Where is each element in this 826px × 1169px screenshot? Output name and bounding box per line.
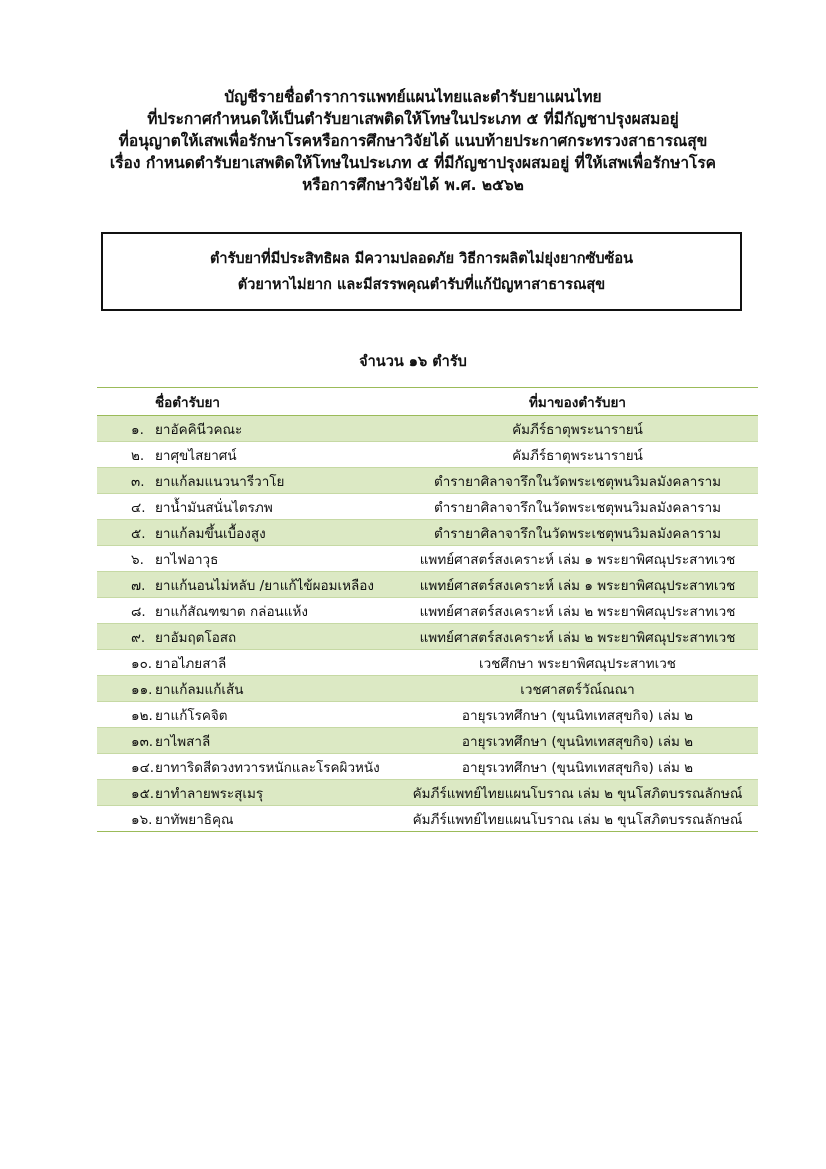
formula-source: คัมภีร์ธาตุพระนารายน์ xyxy=(512,447,643,464)
row-number: ๙. xyxy=(131,629,146,646)
formula-name-cell xyxy=(97,626,397,648)
formula-source: แพทย์ศาสตร์สงเคราะห์ เล่ม ๑ พระยาพิศณุประสาทเวช xyxy=(419,577,736,594)
formula-name: ยาอัมฤตโอสถ xyxy=(155,629,237,646)
formula-name: ยาแก้โรคจิต xyxy=(155,707,228,724)
formula-name: ยาไฟอาวุธ xyxy=(155,551,219,568)
row-number: ๒. xyxy=(131,447,145,464)
formula-name-cell xyxy=(97,652,397,674)
count-label: จำนวน ๑๖ ตำรับ xyxy=(359,354,467,370)
formula-source: แพทย์ศาสตร์สงเคราะห์ เล่ม ๒ พระยาพิศณุประสาทเวช xyxy=(419,603,736,620)
formula-name: ยาแก้นอนไม่หลับ /ยาแก้ไข้ผอมเหลือง xyxy=(155,577,374,594)
document-heading xyxy=(0,86,826,196)
row-number: ๗. xyxy=(131,577,146,594)
criteria-line: ตัวยาหาไม่ยาก และมีสรรพคุณตำรับที่แก้ปัญหาสาธารณสุข xyxy=(237,276,606,293)
formula-name-cell xyxy=(97,782,397,804)
row-number: ๘. xyxy=(131,603,146,620)
table-row xyxy=(97,520,758,546)
row-number: ๔. xyxy=(131,499,146,516)
table-header-row xyxy=(97,388,758,416)
row-number: ๑๑. xyxy=(131,681,153,698)
table-row xyxy=(97,442,758,468)
heading-line: หรือการศึกษาวิจัยได้ พ.ศ. ๒๕๖๒ xyxy=(302,176,524,194)
formula-name: ยาแก้สัณฑฆาต กล่อนแห้ง xyxy=(155,603,308,620)
row-number: ๓. xyxy=(131,473,145,490)
formula-name-cell xyxy=(97,574,397,596)
formula-source: อายุรเวทศึกษา (ขุนนิทเทสสุขกิจ) เล่ม ๒ xyxy=(461,733,694,750)
formula-name: ยาอัคคินีวคณะ xyxy=(155,421,243,438)
table-row xyxy=(97,650,758,676)
formula-name: ยาทัพยาธิคุณ xyxy=(155,811,234,828)
formula-source: คัมภีร์แพทย์ไทยแผนโบราณ เล่ม ๒ ขุนโสภิตบรรณลักษณ์ xyxy=(412,811,743,828)
table-row xyxy=(97,494,758,520)
formula-name-cell xyxy=(97,730,397,752)
formula-source: เวชศาสตร์วัณ์ณณา xyxy=(520,681,635,698)
formula-name-cell xyxy=(97,496,397,518)
formula-name: ยาแก้ลมแนวนารีวาโย xyxy=(155,473,285,490)
formula-name-cell xyxy=(97,808,397,830)
formula-name: ยาทาริดสีดวงทวารหนักและโรคผิวหนัง xyxy=(155,759,380,776)
formula-source: เวชศึกษา พระยาพิศณุประสาทเวช xyxy=(479,655,676,672)
table-row xyxy=(97,676,758,702)
formula-source: คัมภีร์ธาตุพระนารายน์ xyxy=(512,421,643,438)
table-row xyxy=(97,754,758,780)
formula-source: แพทย์ศาสตร์สงเคราะห์ เล่ม ๒ พระยาพิศณุประสาทเวช xyxy=(419,629,736,646)
table-row xyxy=(97,416,758,442)
formula-name-cell xyxy=(97,678,397,700)
header-source: ที่มาของตำรับยา xyxy=(529,394,626,411)
row-number: ๕. xyxy=(131,525,146,542)
formula-name-cell xyxy=(97,470,397,492)
formula-name: ยาน้ำมันสนั่นไตรภพ xyxy=(155,499,273,516)
formula-source: อายุรเวทศึกษา (ขุนนิทเทสสุขกิจ) เล่ม ๒ xyxy=(461,759,694,776)
row-number: ๑๕. xyxy=(131,785,155,802)
table-row xyxy=(97,468,758,494)
formula-name-cell xyxy=(97,600,397,622)
formula-name-cell xyxy=(97,522,397,544)
formula-name-cell xyxy=(97,418,397,440)
header-name: ชื่อตำรับยา xyxy=(155,394,220,411)
heading-line: บัญชีรายชื่อตำราการแพทย์แผนไทยและตำรับยาแผนไทย xyxy=(224,88,602,106)
table-row xyxy=(97,572,758,598)
formula-source: แพทย์ศาสตร์สงเคราะห์ เล่ม ๑ พระยาพิศณุประสาทเวช xyxy=(419,551,736,568)
row-number: ๑๔. xyxy=(131,759,155,776)
formula-name: ยาแก้ลมขึ้นเบื้องสูง xyxy=(155,525,266,542)
heading-line: เรื่อง กำหนดตำรับยาเสพติดให้โทษในประเภท ๕ ที่มีกัญชาปรุงผสมอยู่ ที่ให้เสพเพื่อรักษาโรค xyxy=(109,154,717,172)
formula-name-cell xyxy=(97,548,397,570)
heading-line: ที่อนุญาตให้เสพเพื่อรักษาโรคหรือการศึกษาวิจัยได้ แนบท้ายประกาศกระทรวงสาธารณสุข xyxy=(118,132,708,150)
formula-name-cell xyxy=(97,444,397,466)
table-row xyxy=(97,598,758,624)
heading-line: ที่ประกาศกำหนดให้เป็นตำรับยาเสพติดให้โทษในประเภท ๕ ที่มีกัญชาปรุงผสมอยู่ xyxy=(147,110,679,128)
row-number: ๑๒. xyxy=(131,707,153,724)
formula-name: ยาอไภยสาลี xyxy=(155,655,227,672)
formula-name-cell xyxy=(97,756,397,778)
row-number: ๑๓. xyxy=(131,733,154,750)
row-number: ๑๐. xyxy=(131,655,153,672)
table-row xyxy=(97,780,758,806)
table-row xyxy=(97,728,758,754)
formula-source: ตำรายาศิลาจารึกในวัดพระเชตุพนวิมลมังคลาราม xyxy=(433,473,722,490)
formula-name: ยาทำลายพระสุเมรุ xyxy=(155,785,264,802)
criteria-line: ตำรับยาที่มีประสิทธิผล มีความปลอดภัย วิธีการผลิตไม่ยุ่งยากซับซ้อน xyxy=(209,250,634,267)
formula-source: อายุรเวทศึกษา (ขุนนิทเทสสุขกิจ) เล่ม ๒ xyxy=(461,707,694,724)
formula-name: ยาศุขไสยาศน์ xyxy=(155,447,237,464)
formula-source: คัมภีร์แพทย์ไทยแผนโบราณ เล่ม ๒ ขุนโสภิตบรรณลักษณ์ xyxy=(412,785,743,802)
table-row xyxy=(97,624,758,650)
formula-source: ตำรายาศิลาจารึกในวัดพระเชตุพนวิมลมังคลาราม xyxy=(433,525,722,542)
row-number: ๖. xyxy=(131,551,144,568)
row-number: ๑. xyxy=(131,421,144,438)
row-number: ๑๖. xyxy=(131,811,153,828)
table-row xyxy=(97,546,758,572)
formula-name: ยาแก้ลมแก้เส้น xyxy=(155,681,244,698)
formula-name: ยาไพสาลี xyxy=(155,733,211,750)
formula-name-cell xyxy=(97,704,397,726)
formula-table xyxy=(97,387,758,832)
table-row xyxy=(97,702,758,728)
criteria-box xyxy=(101,232,742,311)
formula-source: ตำรายาศิลาจารึกในวัดพระเชตุพนวิมลมังคลาราม xyxy=(433,499,722,516)
table-row xyxy=(97,806,758,831)
